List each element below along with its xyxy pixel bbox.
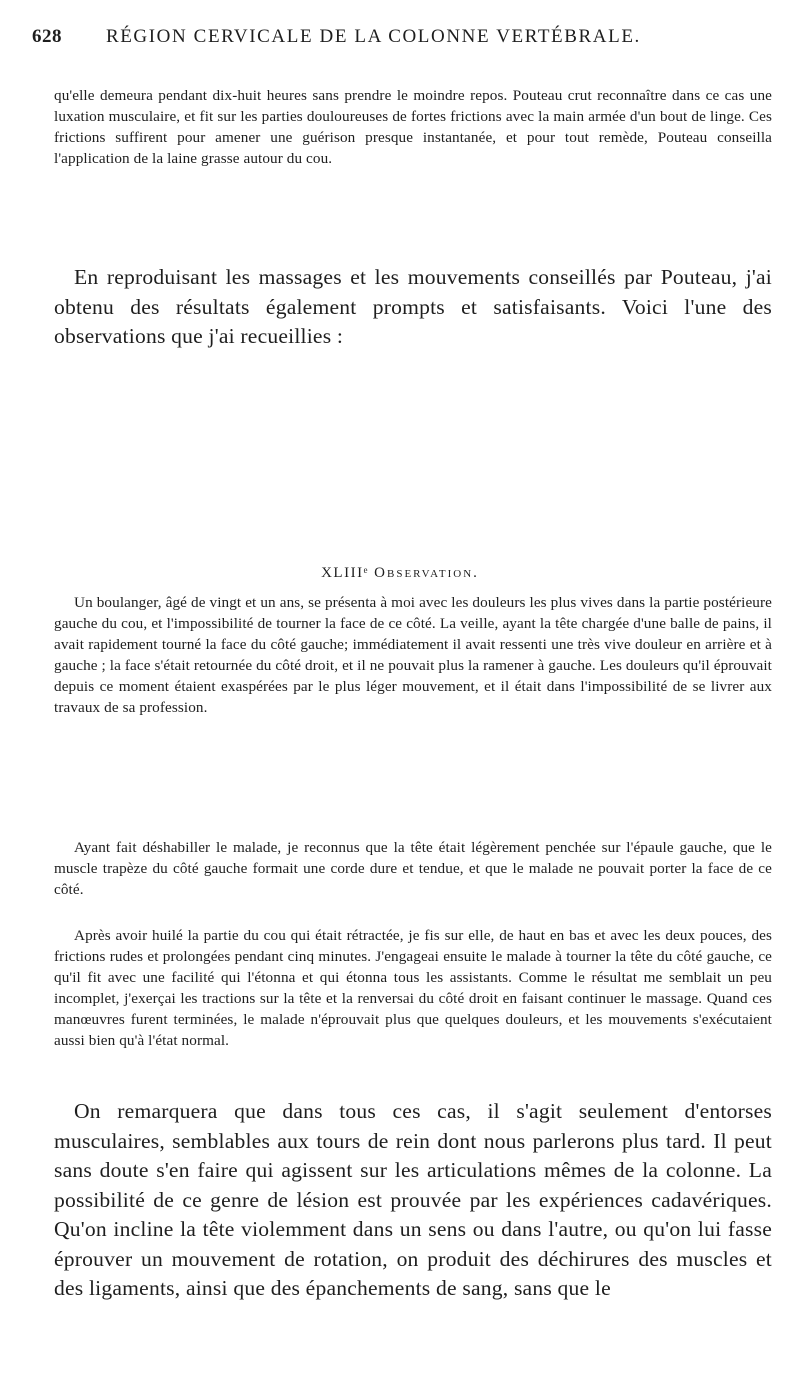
paragraph-treatment: Après avoir huilé la partie du cou qui était rétractée, je fis sur elle, de haut en bas et avec les deux pouces, des frictions rudes et prolongées pendant cinq minutes. J'engageai ensuite le malade à tourner la tête du côté gauche, ce qu'il fit avec une facilité qui l'étonna et qui étonna tous les assistants. Comme le résultat me semblait un peu incomplet, j'exerçai les tractions sur la tête et la renversai du côté droit en faisant continuer le massage. Quand ces manœuvres furent terminées, le malade n'éprouvait plus que quelques douleurs, et les mouvements s'exécutaient aussi bien qu'à l'état normal. xyxy=(54,927,772,1049)
observation-label: Observation. xyxy=(374,565,479,581)
page-number: 628 xyxy=(32,26,62,47)
running-header xyxy=(32,26,772,58)
running-title: RÉGION CERVICALE DE LA COLONNE VERTÉBRALE. xyxy=(105,26,641,47)
paragraph-massage-results: En reproduisant les massages et les mouvements conseillés par Pouteau, j'ai obtenu des résultats également prompts et satisfaisants. Voici l'une des observations que j'ai recueillies : xyxy=(54,265,772,348)
paragraph-pouteau-case: qu'elle demeura pendant dix-huit heures sans prendre le moindre repos. Pouteau crut reconnaître dans ce cas une luxation musculaire, et fit sur les parties douloureuses de fortes frictions avec la main armée d'un bout de linge. Ces frictions suffirent pour amener une guérison presque instantanée, et pour tout remède, Pouteau conseilla l'application de la laine grasse autour du cou. xyxy=(54,87,772,167)
paragraph-examination: Ayant fait déshabiller le malade, je reconnus que la tête était légèrement penchée sur l'épaule gauche, que le muscle trapèze du côté gauche formait une corde dure et tendue, et que le malade ne pouvait porter la face de ce côté. xyxy=(54,839,772,898)
paragraph-muscular-sprains: On remarquera que dans tous ces cas, il s'agit seulement d'entorses musculaires, semblables aux tours de rein dont nous parlerons plus tard. Il peut sans doute s'en faire qui agissent sur les articulations mêmes de la colonne. La possibilité de ce genre de lésion est prouvée par les expériences cadavériques. Qu'on incline la tête violemment dans un sens ou dans l'autre, ou qu'on lui fasse éprouver un mouvement de rotation, on produit des déchirures des muscles et des ligaments, ainsi que des épanchements de sang, sans que le xyxy=(54,1099,772,1300)
paragraph-baker-case: Un boulanger, âgé de vingt et un ans, se présenta à moi avec les douleurs les plus vives dans la partie postérieure gauche du cou, et l'impossibilité de tourner la face de ce côté. La veille, ayant la tête chargée d'une balle de pains, il avait rapidement tourné la face du côté gauche; immédiatement il avait ressenti une très vive douleur en arrière et à gauche ; la face s'était retournée du côté droit, et il ne pouvait plus la ramener à gauche. Les douleurs qu'il éprouvait depuis ce moment étaient exaspérées par le plus léger mouvement, et il était dans l'impossibilité de se livrer aux travaux de sa profession. xyxy=(54,594,772,716)
observation-number: XLIIIᵉ xyxy=(321,565,369,581)
observation-heading xyxy=(0,565,800,582)
